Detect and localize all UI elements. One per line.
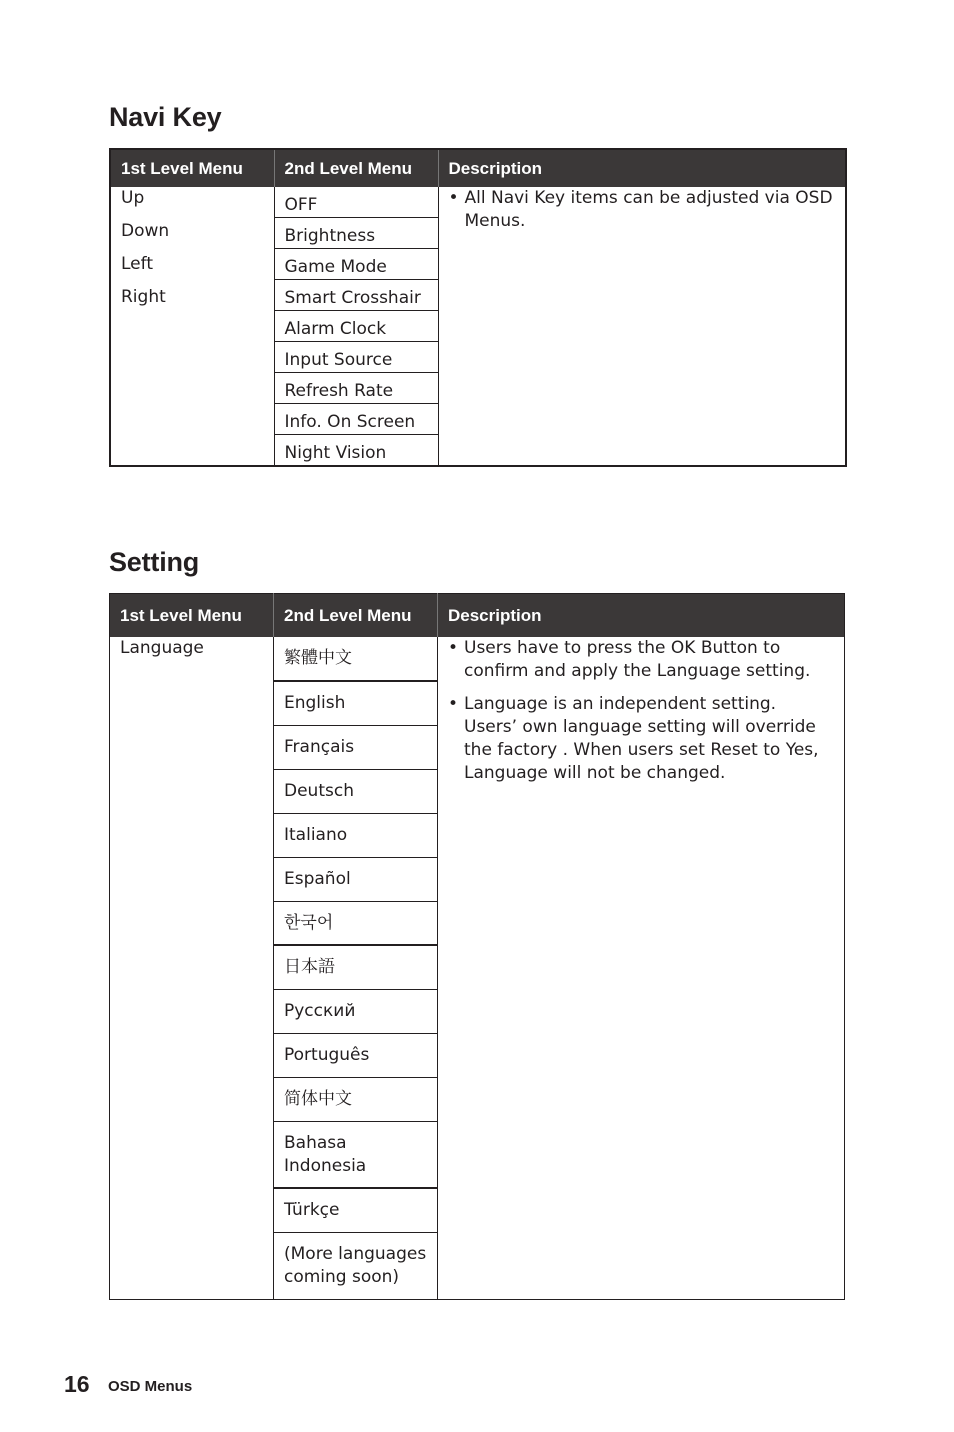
table-row <box>110 187 846 218</box>
second-level-item: (More languages coming soon) <box>284 1243 427 1287</box>
menu-item-language: Language <box>120 638 204 658</box>
second-level-item: 한국어 <box>274 901 438 945</box>
second-level-item: Русский <box>274 989 438 1033</box>
table-row <box>110 637 845 681</box>
second-level-item: Français <box>274 725 438 769</box>
second-level-item: Smart Crosshair <box>274 280 438 311</box>
second-level-item: Deutsch <box>274 769 438 813</box>
second-level-item: Italiano <box>274 813 438 857</box>
header-description: Description <box>438 594 845 638</box>
second-level-item: 繁體中文 <box>274 637 438 681</box>
second-level-item: Brightness <box>274 218 438 249</box>
setting-table <box>109 593 845 1300</box>
header-2nd-level: 2nd Level Menu <box>274 149 438 187</box>
second-level-item: 简体中文 <box>274 1077 438 1121</box>
second-level-item: Português <box>274 1033 438 1077</box>
footer-section-label: OSD Menus <box>108 1378 193 1395</box>
setting-title: Setting <box>109 547 200 577</box>
page-number: 16 <box>64 1371 90 1397</box>
table-header-row <box>110 149 846 187</box>
menu-item-down: Down <box>121 221 170 241</box>
second-level-item: English <box>274 681 438 725</box>
second-level-item: Türkçe <box>274 1188 438 1232</box>
table-header-row <box>110 594 845 638</box>
menu-item-right: Right <box>121 287 166 307</box>
description-bullet: • All Navi Key items can be adjusted via OSD Menus. <box>465 187 836 233</box>
second-level-item: Night Vision <box>284 443 387 463</box>
second-level-item: Input Source <box>274 342 438 373</box>
menu-item-left: Left <box>121 254 153 274</box>
navi-key-table <box>109 148 847 467</box>
menu-item-up: Up <box>121 188 145 208</box>
description-cell <box>438 187 846 466</box>
description-bullet: • Language is an independent setting. Users’ own language setting will override the factory . When users set Reset to Yes, Language will not be changed. <box>464 693 834 785</box>
navi-key-title: Navi Key <box>109 102 222 132</box>
header-1st-level: 1st Level Menu <box>110 594 274 638</box>
description-bullet: • Users have to press the OK Button to confirm and apply the Language setting. <box>464 637 834 683</box>
second-level-item: Refresh Rate <box>274 373 438 404</box>
second-level-item: Bahasa Indonesia <box>274 1121 438 1188</box>
second-level-item: 日本語 <box>274 945 438 989</box>
first-level-cell <box>110 187 274 466</box>
first-level-cell <box>110 637 274 1299</box>
description-cell <box>438 637 845 1299</box>
second-level-item: Game Mode <box>274 249 438 280</box>
header-2nd-level: 2nd Level Menu <box>274 594 438 638</box>
second-level-item: Español <box>274 857 438 901</box>
header-1st-level: 1st Level Menu <box>110 149 274 187</box>
second-level-item: OFF <box>274 187 438 218</box>
header-description: Description <box>438 149 846 187</box>
second-level-item: Info. On Screen <box>274 404 438 435</box>
second-level-item: Alarm Clock <box>274 311 438 342</box>
